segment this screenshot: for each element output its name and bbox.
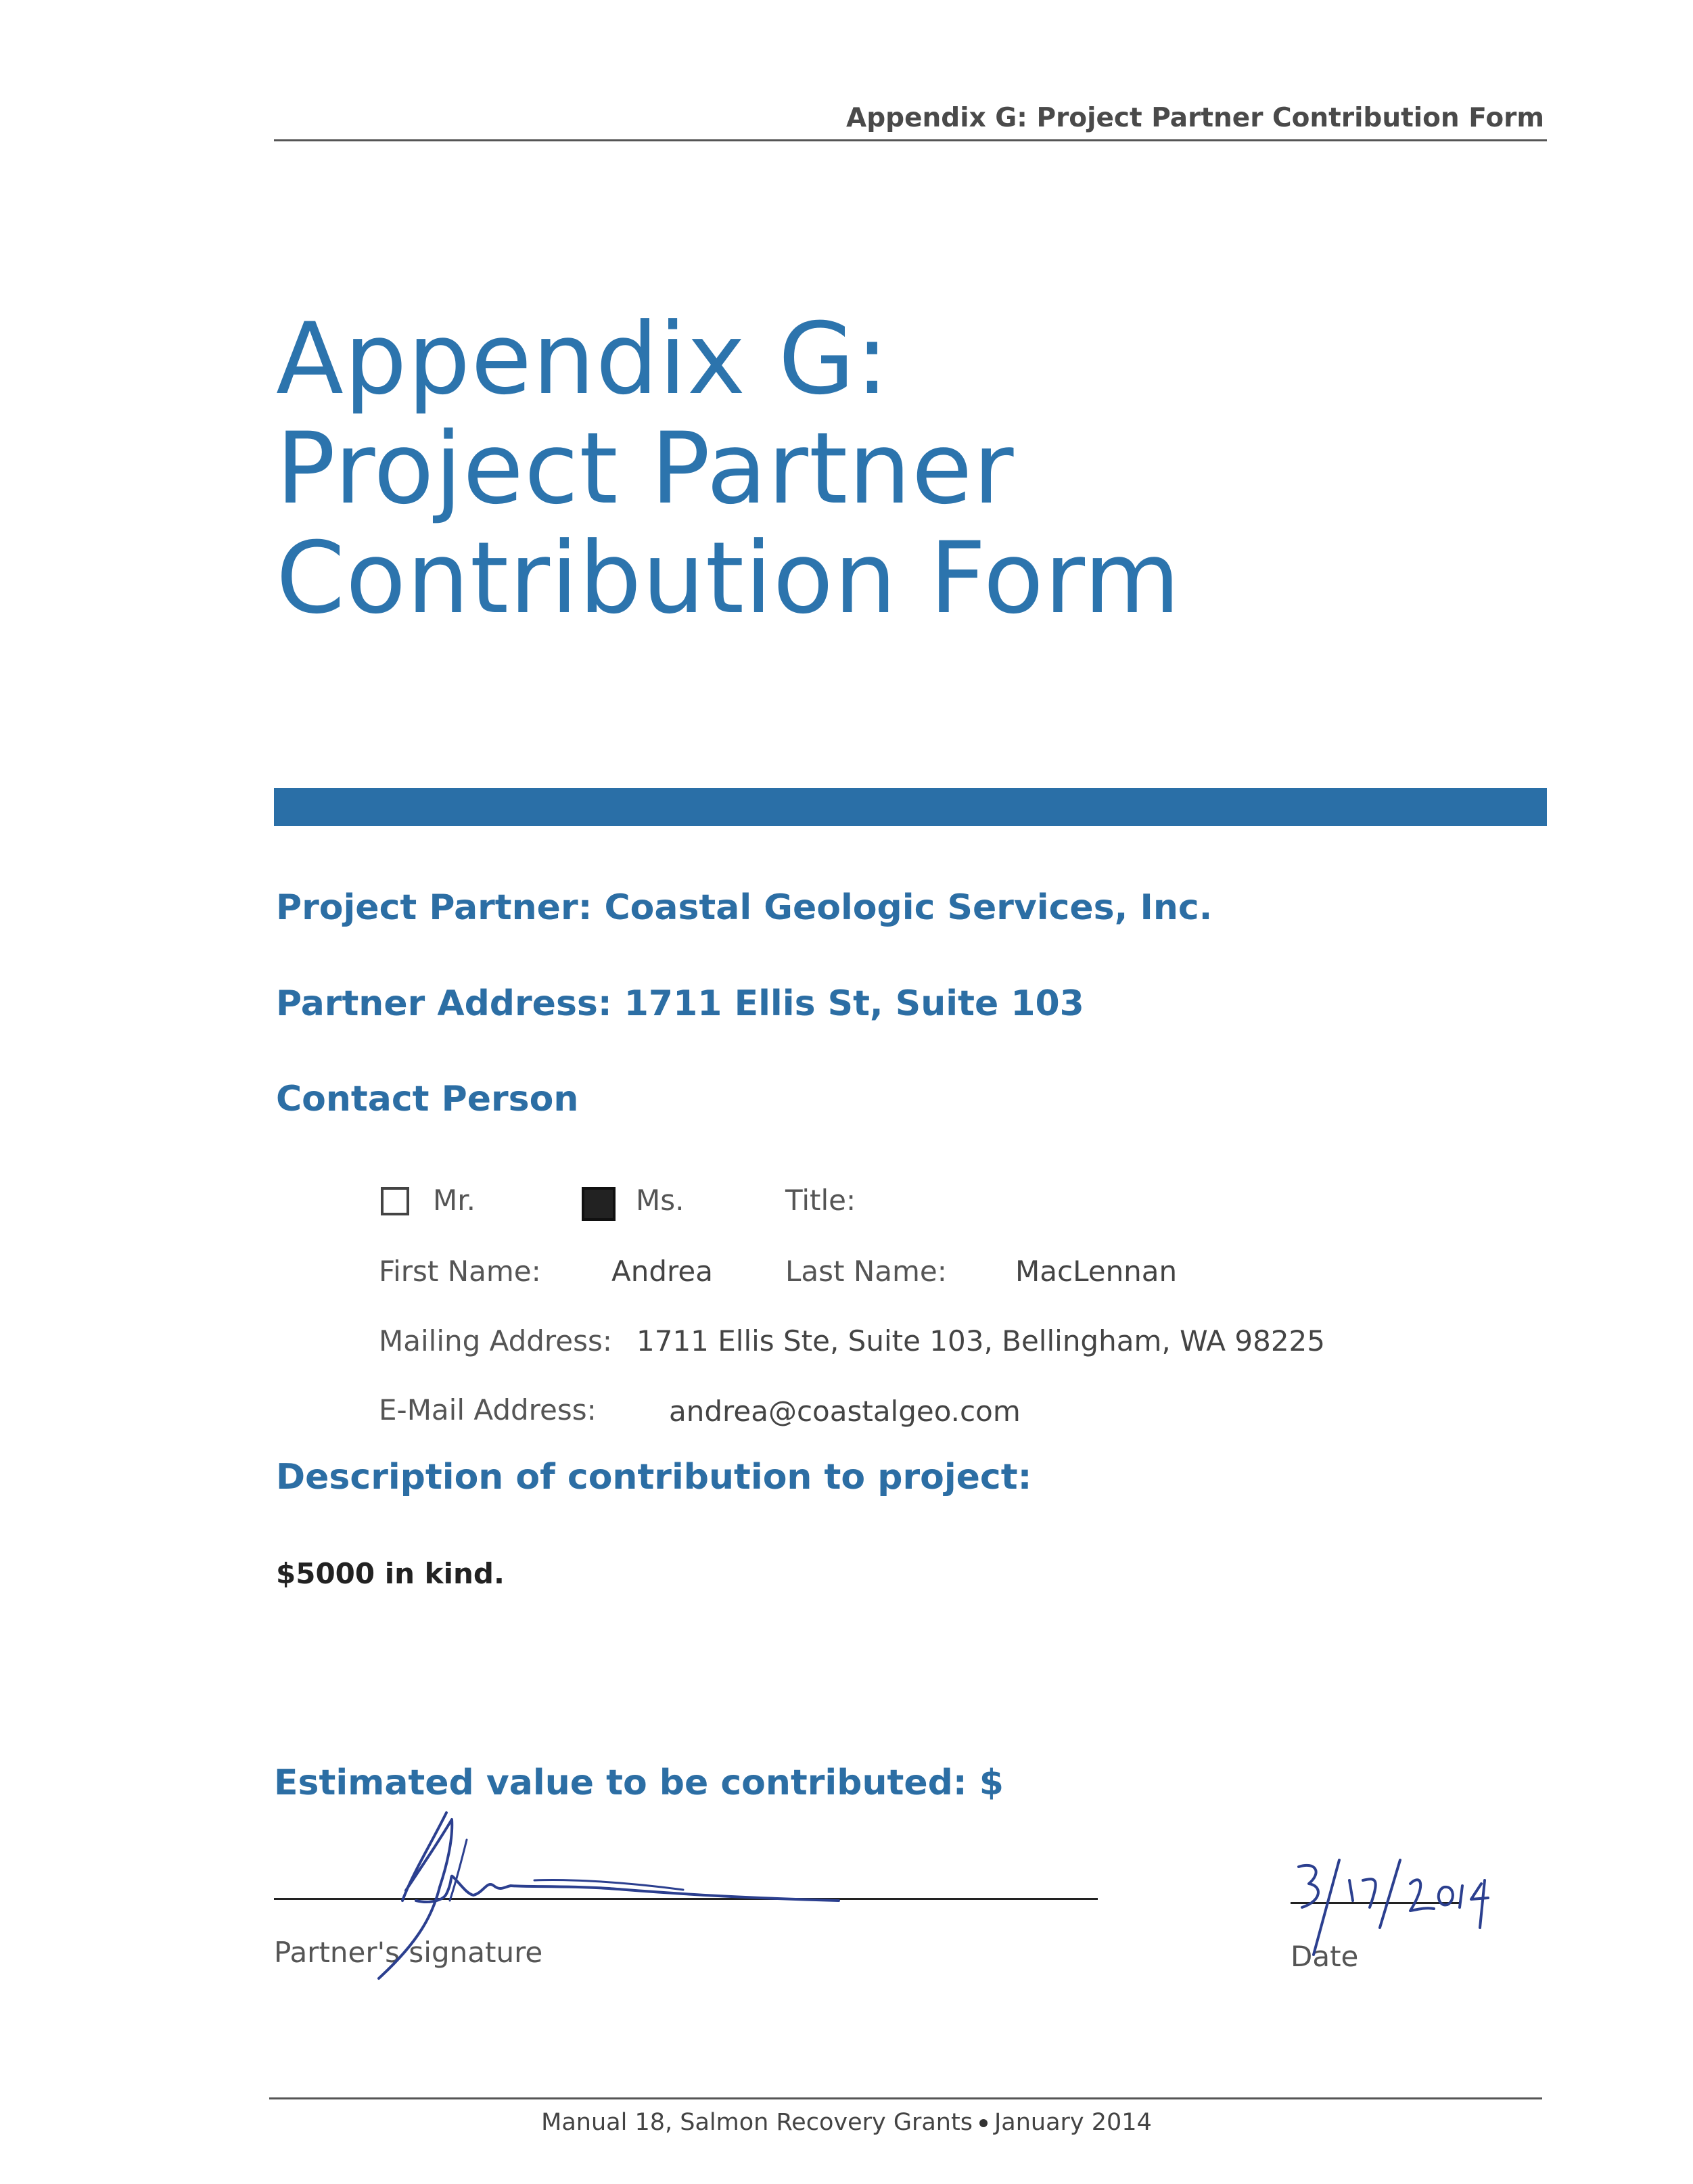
title-line-2: Project Partner [276,411,1015,526]
handwritten-date [1285,1853,1515,1961]
mr-label: Mr. [433,1184,476,1217]
page-footer [0,2109,1693,2136]
last-name-value: MacLennan [1015,1255,1178,1288]
title-line-1: Appendix G: [276,302,889,417]
ms-checkbox[interactable] [582,1187,616,1221]
title-line-3: Contribution Form [276,521,1181,636]
ms-label: Ms. [636,1184,685,1217]
partner-address-heading: Partner Address: 1711 Ellis St, Suite 103 [276,983,1084,1024]
footer-manual: Manual 18, Salmon Recovery Grants [541,2109,973,2136]
section-divider-bar [274,788,1547,826]
email-value: andrea@coastalgeo.com [669,1395,1021,1428]
mailing-address-value: 1711 Ellis Ste, Suite 103, Bellingham, WA 98225 [636,1324,1325,1357]
first-name-value: Andrea [611,1255,713,1288]
running-header: Appendix G: Project Partner Contribution Form [846,103,1544,133]
mr-checkbox[interactable] [381,1187,409,1215]
footer-date: January 2014 [994,2109,1152,2136]
description-text: $5000 in kind. [276,1557,505,1590]
title-field-label: Title: [785,1184,856,1217]
estimated-value-heading: Estimated value to be contributed: $ [274,1763,1004,1803]
description-heading: Description of contribution to project: [276,1457,1032,1497]
contact-person-heading: Contact Person [276,1079,579,1119]
bullet-icon [979,2119,988,2127]
last-name-label: Last Name: [785,1255,947,1288]
signature-label: Partner's signature [274,1936,543,1969]
email-label: E-Mail Address: [379,1393,597,1426]
header-rule [274,139,1547,141]
project-partner-heading: Project Partner: Coastal Geologic Services, Inc. [276,887,1213,928]
page-title [276,302,1181,636]
handwritten-signature [365,1799,879,1989]
footer-rule [269,2097,1542,2099]
mailing-address-label: Mailing Address: [379,1324,613,1357]
date-label: Date [1291,1940,1359,1973]
first-name-label: First Name: [379,1255,541,1288]
